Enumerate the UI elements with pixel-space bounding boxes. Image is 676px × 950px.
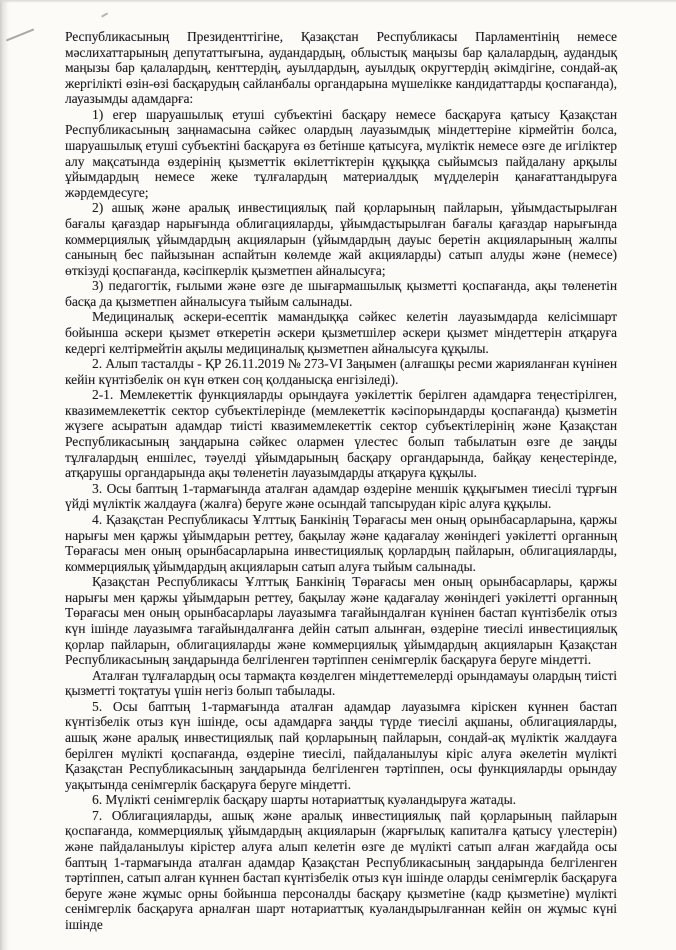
paragraph-item-1: 1) егер шаруашылық етуші субъектіні басқару немесе басқаруға қатысу Қазақстан Республикасының заңнамасына сәйкес олардың лауазымдық міндеттеріне кірмейтін болса, шаруашылық етуші субъектіні басқаруға өз бетінше қатысуға, мүліктік немесе өзге де игіліктер алу мақсатында өздерінің қызметтік өкілеттіктерін құқыққа сыйымсыз пайдалану арқылы ұйымдардың немесе жеке тұлғалардың материалдық мүдделерін қанағаттандыруға жәрдемдесуге; bbox=[65, 106, 617, 200]
paragraph-item-3: 3) педагогтік, ғылыми және өзге де шығармашылық қызметті қоспағанда, ақы төленетін басқа да қызметпен айналысуға тыйым салынады. bbox=[65, 278, 617, 309]
document-text-block bbox=[65, 29, 617, 933]
scan-edge-top bbox=[0, 0, 676, 3]
scan-speckle bbox=[101, 12, 108, 17]
paragraph-clause-6: 6. Мүлікті сенімгерлік басқару шарты нотариаттық куәландыруға жатады. bbox=[92, 792, 516, 808]
scan-edge-left bbox=[0, 0, 9, 950]
paragraph-clause-3: 3. Осы баптың 1-тармағында аталған адамдар өздеріне меншік құқығымен тиесілі тұрғын үйді мүліктік жалдауға (жалға) беруге және осындай тапсырудан кіріс алуға құқылы. bbox=[65, 480, 617, 512]
paragraph-item-2: 2) ашық және аралық инвестициялық пай қорларының пайларын, ұйымдастырылған бағалы қағаздар нарығында облигацияларды, ұйымдастырылған бағалы қағаздар нарығында коммерциялық ұйымдардың акцияларын (ұйымдардың дауыс беретін акцияларының жалпы санының бес пайызынан аспайтын көлемде жай акцияларды) сатып алуды және (немесе) өткізуді қоспағанда, кәсіпкерлік қызметпен айналысуға; bbox=[65, 200, 617, 278]
paragraph-clause-7: 7. Облигацияларды, ашық және аралық инвестициялық пай қорларының пайларын қоспағанда, коммерциялық ұйымдардың акцияларын (жарғылық капиталға қатысу үлестерін) және пайдаланылуы кірістер алуға алып келетін өзге де мүлікті сатып алған жағдайда осы баптың 1-тармағында аталған адамдар Қазақстан Республикасының заңдарында белгіленген тәртіппен, сатып алған күннен бастап күнтізбелік отыз күн ішінде оларды сенімгерлік басқаруға беруге және жұмыс орны бойынша персоналды басқару қызметіне (кадр қызметіне) мүлікті сенімгерлік басқаруға арналған шарт нотариаттық куәландырылғаннан кейін он жұмыс күні ішінде bbox=[65, 807, 617, 932]
paragraph-clause-5: 5. Осы баптың 1-тармағында аталған адамдар лауазымға кіріскен күннен бастап күнтізбелік отыз күн ішінде, осы адамдарға заңды түрде тиесілі ақшаны, облигацияларды, ашық және аралық инвестициялық пай қорларының пайларын, сондай-ақ мүліктік жалдауға берілген мүлікті қоспағанда, өздеріне тиесілі, пайдаланылуы кіріс алуға әкелетін мүлікті Қазақстан Республикасының заңдарында белгіленген тәртіппен, осы функцияларды орындау уақытында сенімгерлік басқаруға беруге міндетті. bbox=[65, 698, 617, 792]
paragraph-clause-4: 4. Қазақстан Республикасы Ұлттық Банкінің Төрағасы мен оның орынбасарларына, қаржы нарығы мен қаржы ұйымдарын реттеу, бақылау және қадағалау жөніндегі уәкілетті органның Төрағасы мен оның орынбасарларына инвестициялық қорлардың пайларын, облигацияларды, коммерциялық ұйымдардың акцияларын сатып алуға тыйым салынады. bbox=[65, 511, 617, 574]
paragraph-continuation: Республикасының Президенттігіне, Қазақстан Республикасы Парламентінің немесе мәслихаттарының депутаттығына, аудандардың, облыстық маңызы бар қалалардың, аудандық маңызы бар қалалардың, кенттердің, ауылдардың, ауылдық округтердің әкімдігіне, сондай-ақ жергілікті өзін-өзі басқарудың сайланбалы органдарына мүшелікке кандидаттарды қоспағанда), лауазымды адамдарға: bbox=[65, 29, 617, 107]
paragraph-medical: Медициналық әскери-есептік мамандыққа сәйкес келетін лауазымдарда келісімшарт бойынша әскери қызмет өткеретін әскери қызметшілер әскери қызмет міндеттерін атқаруға кедергі келтірмейтін ақылы медициналық қызметпен айналысуға құқылы. bbox=[65, 309, 617, 356]
paragraph-clause-4c: Аталған тұлғалардың осы тармақта көзделген міндеттемелерді орындамауы олардың тиісті қызметті тоқтатуы үшін негіз болып табылады. bbox=[65, 667, 617, 699]
paragraph-clause-2-1: 2-1. Мемлекеттік функцияларды орындауға уәкілеттік берілген адамдарға теңестірілген, квазимемлекеттік сектор субъектілерінде (мемлекеттік кәсіпорындарды қоспағанда) қызметін жүзеге асыратын адамдар тиісті квазимемлекеттік сектор субъектілерінің және Қазақстан Республикасының заңдарына сәйкес олармен үлестес болып табылатын өзге де заңды тұлғалардың еншілес, тәуелді ұйымдарының басқару органдарында, байқау кеңестерінде, атқарушы органдарында ақы төленетін лауазымдарды атқаруға құқылы. bbox=[65, 387, 617, 481]
paragraph-clause-4b: Қазақстан Республикасы Ұлттық Банкінің Төрағасы мен оның орынбасарлары, қаржы нарығы мен қаржы ұйымдарын реттеу, бақылау және қадағалау жөніндегі уәкілетті органның Төрағасы мен оның орынбасарлары лауазымға тағайындалған күнінен бастап күнтізбелік отыз күн ішінде лауазымға тағайындалғанға дейін сатып алынған, өздеріне тиесілі инвестициялық қорлар пайларын, облигацияларды және коммерциялық ұйымдардың акцияларын Қазақстан Республикасының заңдарында белгіленген тәртіппен сенімгерлік басқаруға беруге міндетті. bbox=[65, 574, 617, 668]
paragraph-clause-2: 2. Алып тасталды - ҚР 26.11.2019 № 273-VI Заңымен (алғашқы ресми жарияланған күнінен кейін күнтізбелік он күн өткен соң қолданысқа енгізіледі). bbox=[65, 356, 617, 387]
scan-scratch-mark bbox=[6, 28, 34, 41]
